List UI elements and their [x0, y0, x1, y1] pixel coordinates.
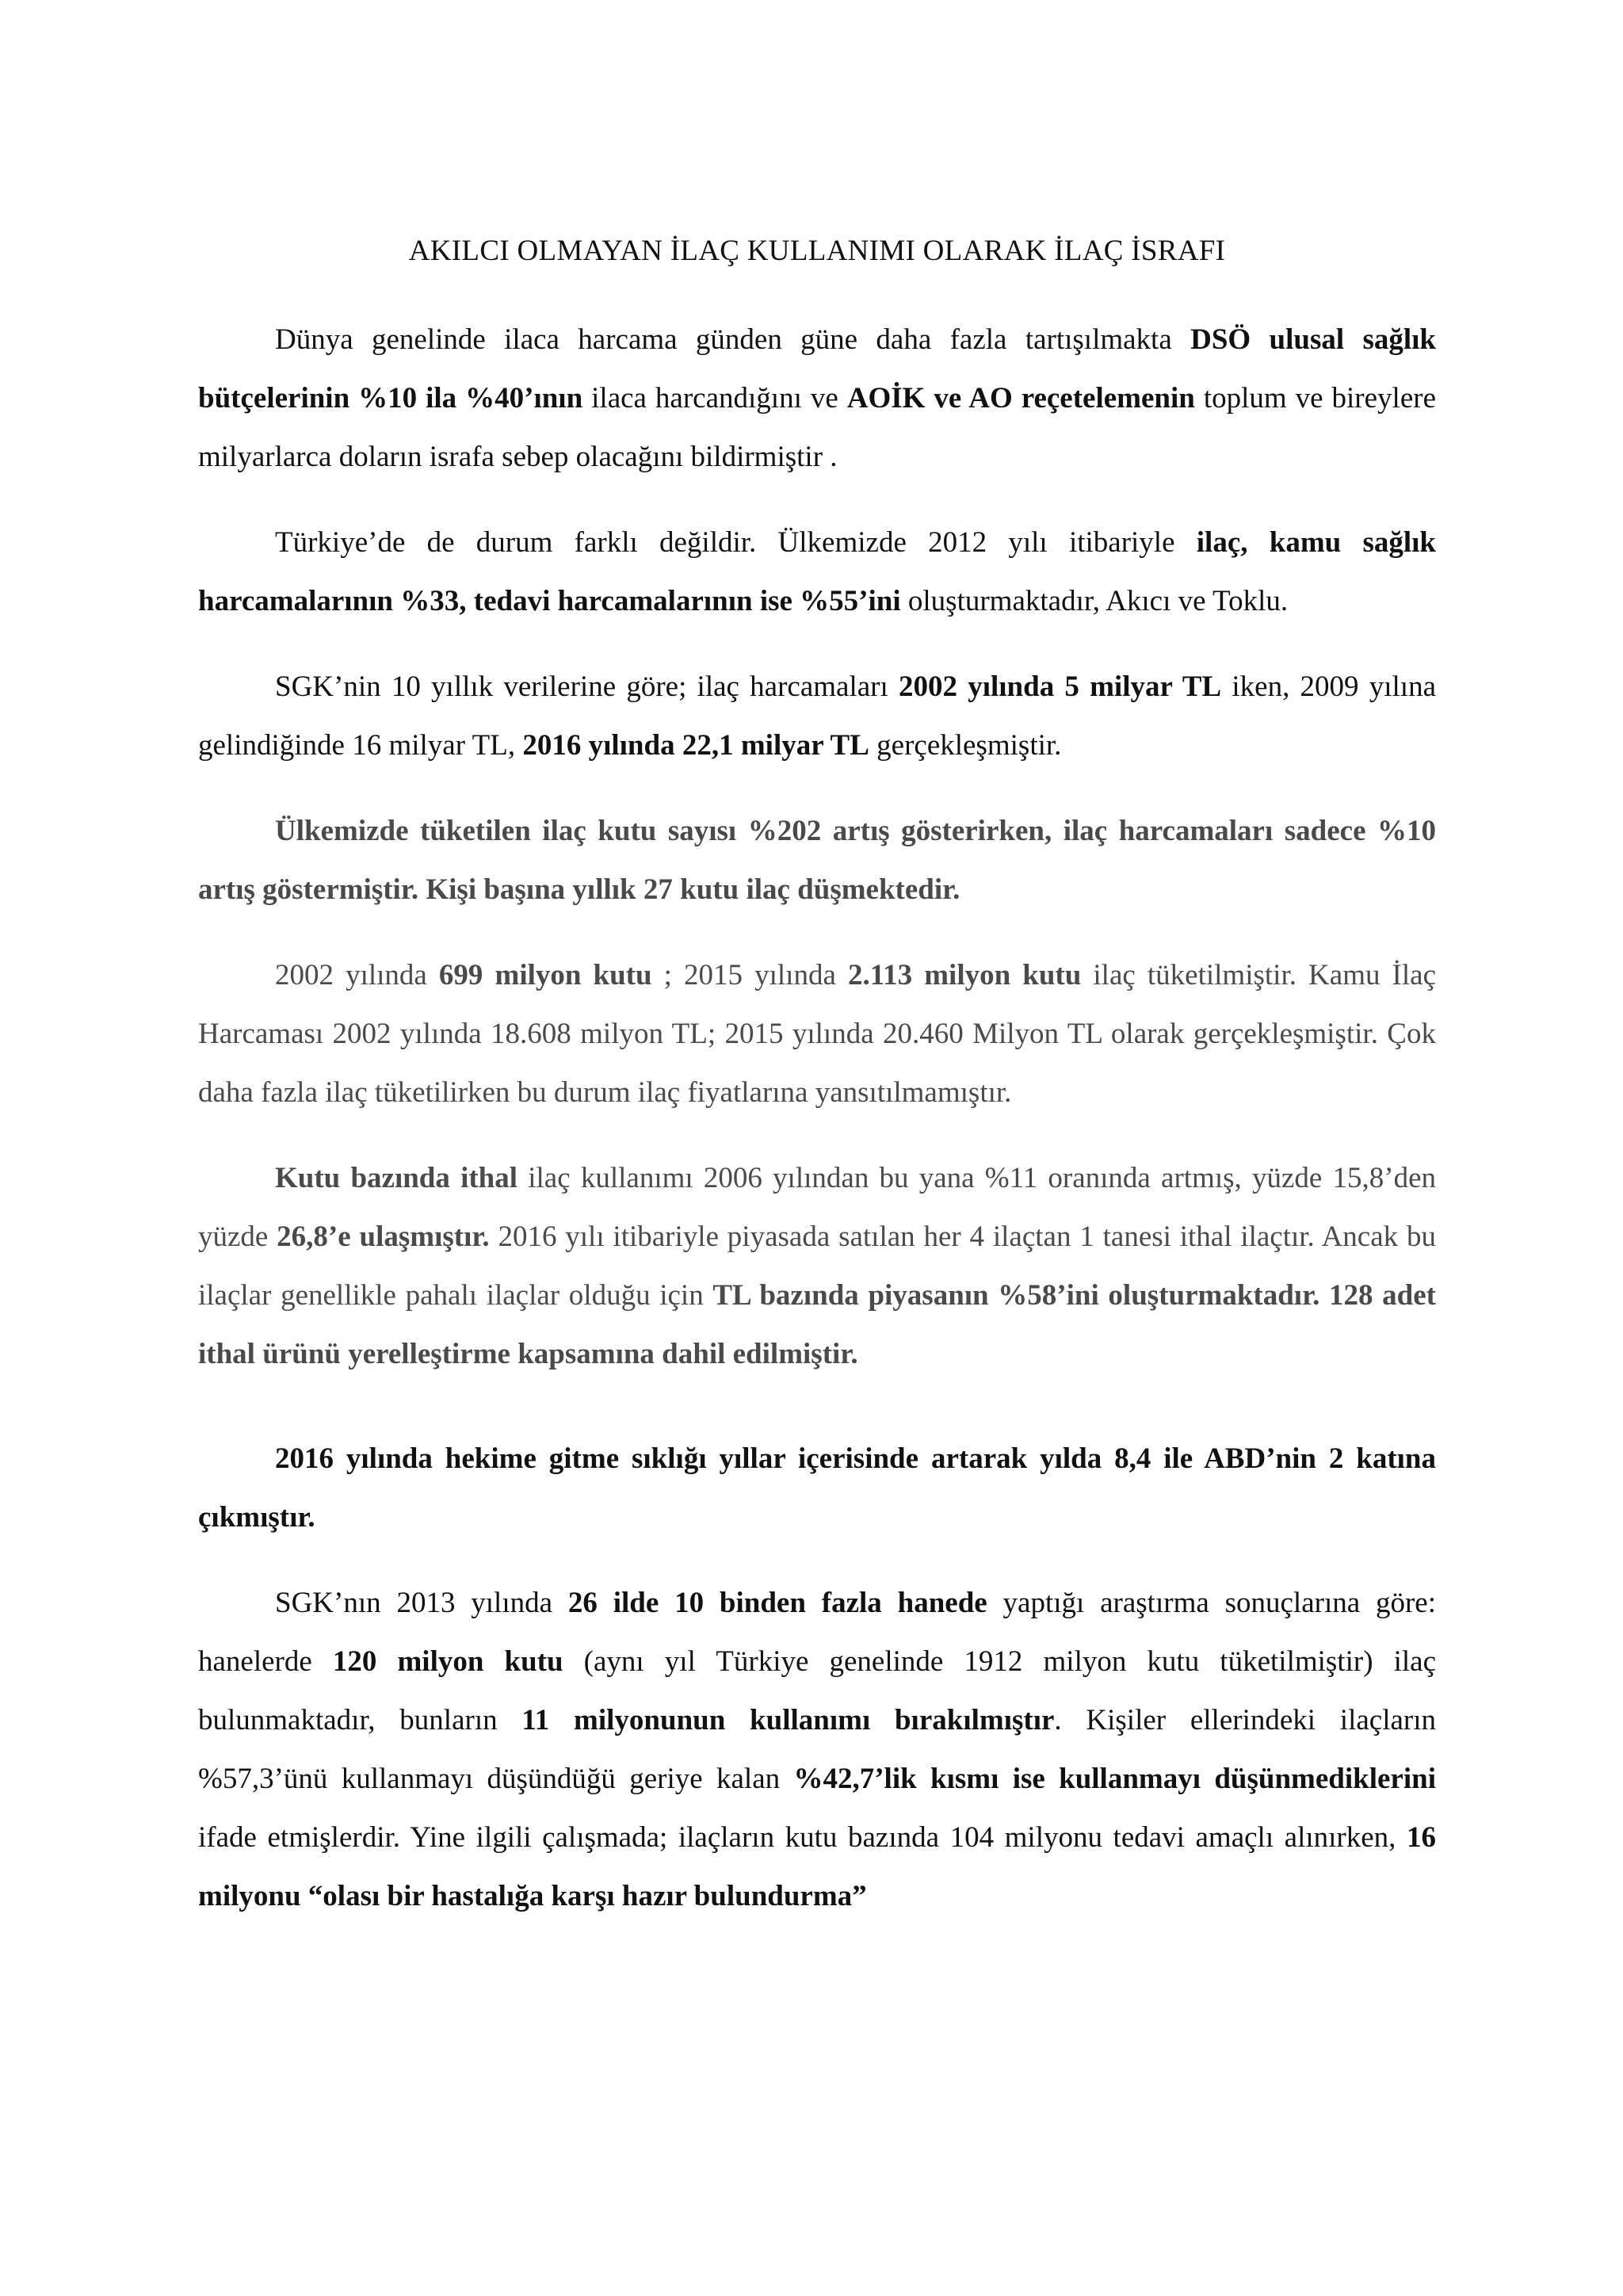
bold-span: Ülkemizde tüketilen ilaç kutu sayısı %202 artış gösterirken, ilaç harcamaları sadece %10 artış göstermiştir. Kişi başına yıllık 27 kutu ilaç düşmektedir.	[198, 815, 1436, 906]
text-span: ilaca harcandığını ve	[582, 382, 847, 415]
bold-span: DSÖ ulusal sağlık bütçelerinin %10 ila %40’ının	[198, 323, 1437, 415]
text-span: SGK’nin 10 yıllık verilerine göre; ilaç harcamaları	[275, 670, 899, 703]
text-span: ifade etmişlerdir. Yine ilgili çalışmada; ilaçların kutu bazında 104 milyonu tedavi amaçlı alınırken,	[198, 1821, 1407, 1854]
text-span: (aynı yıl Türkiye genelinde 1912 milyon kutu tüketilmiştir) ilaç bulunmaktadır, bunların	[198, 1645, 1437, 1736]
paragraph-who-spending	[198, 311, 1436, 487]
text-span: 2016 yılı itibariyle piyasada satılan her 4 ilaçtan 1 tanesi ithal ilaçtır. Ancak bu ilaçlar genellikle pahalı ilaçlar olduğu için	[198, 1221, 1436, 1312]
bold-span: 2.113 milyon kutu	[847, 959, 1082, 991]
paragraph-sgk-data	[198, 658, 1436, 775]
bold-span: 2016 yılında hekime gitme sıklığı yıllar içerisinde artarak yılda 8,4 ile ABD’nin 2 katına çıkmıştır.	[198, 1442, 1436, 1534]
bold-span: Kutu bazında ithal	[275, 1162, 518, 1194]
bold-span: 26 ilde 10 binden fazla hanede	[567, 1587, 987, 1619]
text-span: ilaç tüketilmiştir. Kamu İlaç Harcaması 2002 yılında 18.608 milyon TL; 2015 yılında 20.460 Milyon TL olarak gerçekleşmiştir. Çok daha fazla ilaç tüketilirken bu durum ilaç fiyatlarına yansıtılmamıştır.	[198, 959, 1436, 1109]
text-span: oluşturmaktadır, Akıcı ve Toklu.	[900, 585, 1289, 617]
text-span: Türkiye’de de durum farklı değildir. Ülkemizde 2012 yılı itibariyle	[275, 526, 1197, 559]
document-title: AKILCI OLMAYAN İLAÇ KULLANIMI OLARAK İLAÇ İSRAFI	[408, 235, 1226, 267]
paragraph-doctor-visits	[198, 1430, 1436, 1547]
paragraph-import-share	[198, 1149, 1436, 1384]
text-span: Dünya genelinde ilaca harcama günden güne daha fazla tartışılmakta	[275, 323, 1191, 356]
text-span: SGK’nın 2013 yılında	[275, 1587, 568, 1619]
bold-span: %42,7’lik kısmı ise kullanmayı düşünmediklerini	[793, 1763, 1436, 1795]
text-span: gerçekleşmiştir.	[869, 729, 1062, 762]
paragraph-turkey-situation	[198, 514, 1436, 631]
paragraph-box-count	[198, 802, 1436, 919]
text-span: . Kişiler ellerindeki ilaçların %57,3’ünü kullanmayı düşündüğü geriye kalan	[198, 1704, 1436, 1795]
bold-span: 26,8’e ulaşmıştır.	[277, 1221, 490, 1253]
bold-span: AOİK ve AO reçetelemenin	[846, 382, 1195, 415]
bold-span: 2002 yılında 5 milyar TL	[898, 670, 1222, 703]
text-span: 2002 yılında	[275, 959, 439, 991]
text-span: yaptığı araştırma sonuçlarına göre: hanelerde	[198, 1587, 1436, 1678]
paragraph-consumption-2002-2015	[198, 946, 1436, 1122]
bold-span: ilaç, kamu sağlık harcamalarının %33, tedavi harcamalarının ise %55’ini	[198, 526, 1437, 617]
text-span: iken, 2009 yılına gelindiğinde 16 milyar TL,	[198, 670, 1436, 762]
bold-span: TL bazında piyasanın %58’ini oluşturmaktadır. 128 adet ithal ürünü yerelleştirme kapsamına dahil edilmiştir.	[198, 1279, 1436, 1370]
text-span: ilaç kullanımı 2006 yılından bu yana %11 oranında artmış, yüzde 15,8’den yüzde	[198, 1162, 1436, 1253]
bold-span: 11 milyonunun kullanımı bırakılmıştır	[521, 1704, 1055, 1736]
text-span: ; 2015 yılında	[651, 959, 848, 991]
bold-span: 2016 yılında 22,1 milyar TL	[522, 729, 869, 762]
bold-span: 120 milyon kutu	[332, 1645, 563, 1678]
bold-span: 16 milyonu “olası bir hastalığa karşı hazır bulundurma”	[198, 1821, 1436, 1912]
bold-span: 699 milyon kutu	[438, 959, 652, 991]
text-span: toplum ve bireylere milyarlarca doların israfa sebep olacağını bildirmiştir .	[198, 382, 1436, 473]
paragraph-household-survey	[198, 1574, 1436, 1926]
